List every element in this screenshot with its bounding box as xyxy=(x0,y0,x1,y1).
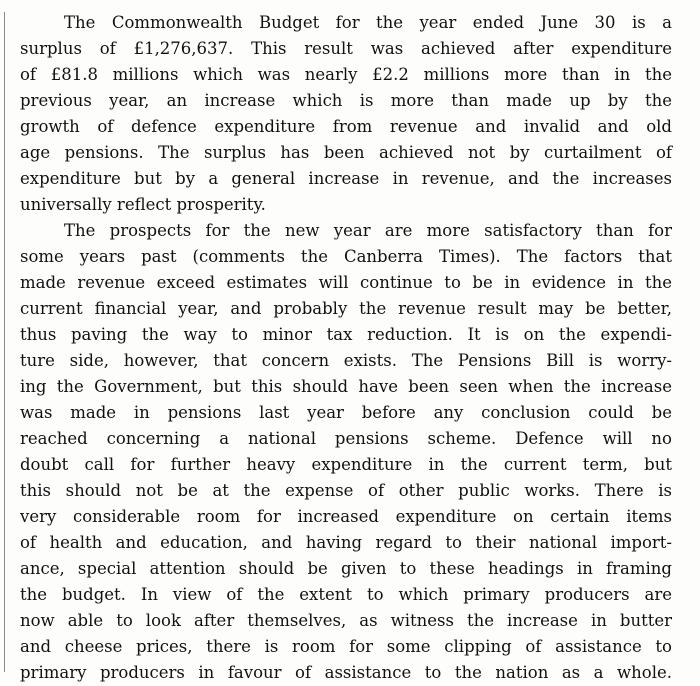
text-line: ture side, however, that concern exists. The Pensions Bill is worry- xyxy=(20,351,672,370)
text-line: reached concerning a national pensions scheme. Defence will no xyxy=(20,429,672,448)
text-line: of health and education, and having regard to their national import- xyxy=(20,533,672,552)
text-line: surplus of £1,276,637. This result was achieved after expenditure xyxy=(20,39,672,58)
text-line: age pensions. The surplus has been achieved not by curtailment of xyxy=(20,143,672,162)
text-line: The prospects for the new year are more satisfactory than for xyxy=(64,221,672,240)
text-line: this should not be at the expense of other public works. There is xyxy=(20,481,672,500)
text-line: very considerable room for increased expenditure on certain items xyxy=(20,507,672,526)
text-line: ance, special attention should be given to these headings in framing xyxy=(20,559,672,578)
article-body xyxy=(20,10,672,686)
text-line: universally reflect prosperity. xyxy=(20,195,266,214)
text-line: the budget. In view of the extent to which primary producers are xyxy=(20,585,672,604)
text-line: current financial year, and probably the revenue result may be better, xyxy=(20,299,672,318)
text-line: The Commonwealth Budget for the year ended June 30 is a xyxy=(64,13,672,32)
text-line: doubt call for further heavy expenditure in the current term, but xyxy=(20,455,672,474)
text-line: now able to look after themselves, as witness the increase in butter xyxy=(20,611,672,630)
text-line: expenditure but by a general increase in revenue, and the increases xyxy=(20,169,672,188)
text-line: and cheese prices, there is room for some clipping of assistance to xyxy=(20,637,672,656)
text-line: growth of defence expenditure from revenue and invalid and old xyxy=(20,117,672,136)
paragraph-2 xyxy=(20,218,672,686)
text-line: thus paving the way to minor tax reduction. It is on the expendi- xyxy=(20,325,672,344)
text-line: was made in pensions last year before any conclusion could be xyxy=(20,403,672,422)
text-line: some years past (comments the Canberra Times). The factors that xyxy=(20,247,672,266)
column-edge-rule xyxy=(4,12,5,672)
text-line: made revenue exceed estimates will continue to be in evidence in the xyxy=(20,273,672,292)
text-line: primary producers in favour of assistance to the nation as a whole. xyxy=(20,663,672,682)
text-line: of £81.8 millions which was nearly £2.2 millions more than in the xyxy=(20,65,672,84)
text-line: previous year, an increase which is more than made up by the xyxy=(20,91,672,110)
text-line: ing the Government, but this should have been seen when the increase xyxy=(20,377,672,396)
paragraph-1 xyxy=(20,10,672,218)
